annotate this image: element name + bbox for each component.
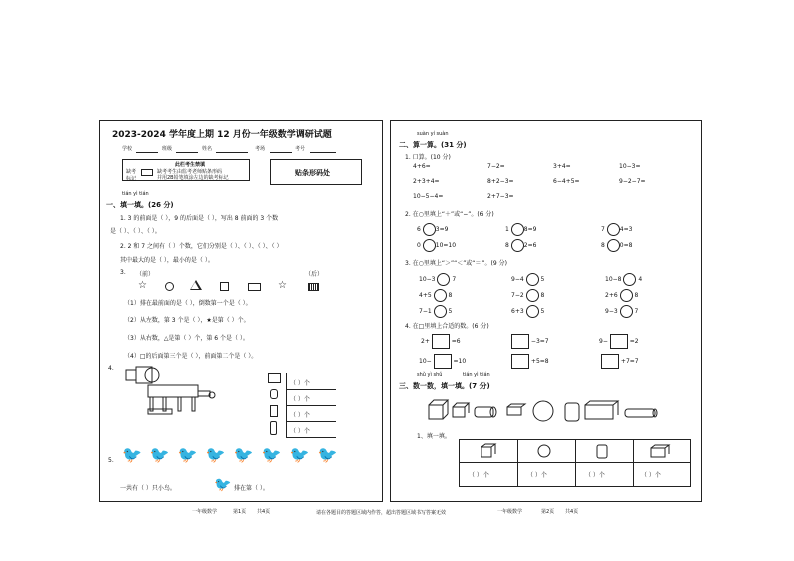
calc-item: 4+6= (413, 163, 431, 170)
answer-circle[interactable] (434, 289, 447, 302)
room-label: 考场 (255, 146, 266, 152)
name-label: 姓名 (202, 146, 213, 152)
q3-number: 3. (120, 269, 126, 276)
q2-num: 8 (505, 242, 509, 249)
q4-right: +5=8 (530, 358, 549, 365)
q1-line2: 是（ ）、（ ）、（ ）。 (110, 228, 161, 235)
q4-right: +7=7 (620, 358, 639, 365)
calc-item: 9−2−7= (619, 178, 646, 185)
sec1-heading: 一、填一填。(26 分) (106, 201, 174, 209)
sec3-heading: 三、数一数，填一填。(7 分) (399, 382, 490, 390)
notice-text-1: 缺考考生由监考老师贴条形码 (157, 169, 223, 175)
answer-area-note: 请在各题目的答题区域内作答，超出答题区域书写答案无效 (316, 510, 447, 516)
absent-notice-box (122, 159, 250, 181)
right-footer-page: 第2页 (541, 509, 555, 515)
sec2-heading: 二、算一算。(31 分) (399, 141, 467, 149)
q2-rest: 8=9 (523, 226, 537, 233)
q3-right: 5 (540, 276, 545, 283)
q4-right: −3=7 (530, 338, 549, 345)
sec3-pinyin-a: shǔ yì shǔ (417, 372, 443, 378)
q5-number: 5. (108, 457, 114, 464)
q4-left: 2+ (421, 338, 430, 345)
answer-circle[interactable] (623, 273, 636, 286)
q1-line1: 1. 3 的前面是（ ），9 的后面是（ ），写出 8 前面的 3 个数 (120, 215, 279, 222)
q2-heading: 2. 在○里填上“＋”或“−”。(6 分) (405, 211, 494, 218)
barcode-label: 贴条形码处 (295, 169, 330, 177)
q2-rest: 4=3 (619, 226, 633, 233)
q5-text-2: 排在第（ ）。 (234, 485, 269, 492)
q2-line1: 2. 2 和 7 之间有（ ）个数，它们分别是（ ）、（ ）、（ ）、（ ） (120, 243, 283, 250)
q3-right: 5 (540, 308, 545, 315)
answer-circle[interactable] (607, 223, 620, 236)
answer-circle[interactable] (526, 289, 539, 302)
exam-title: 2023-2024 学年度上期 12 月份一年级数学调研试题 (112, 130, 332, 140)
q4-right: =6 (451, 338, 461, 345)
q3-left: 7−2 (511, 292, 524, 299)
right-footer-subject: 一年级数学 (497, 509, 523, 515)
square-icon (220, 282, 229, 291)
count-cell-1: （ ）个 (469, 472, 489, 479)
q4-blank-2: （ ）个 (290, 396, 310, 403)
star-icon: ☆ (138, 280, 147, 291)
calc-item: 7−2= (487, 163, 505, 170)
calc-item: 2+3+4= (413, 178, 440, 185)
star-icon-2: ☆ (278, 280, 287, 291)
q3-left: 10−8 (605, 276, 622, 283)
tall-cylinder-icon (270, 421, 277, 435)
q3-front-label: （前） (136, 271, 155, 278)
q3-right: 7 (634, 308, 639, 315)
answer-circle[interactable] (511, 239, 524, 252)
q4-right: =2 (629, 338, 639, 345)
cube-icon (268, 373, 281, 383)
q3-right: 4 (638, 276, 643, 283)
q2-num: 1 (505, 226, 509, 233)
q5-text: 一共有（ ）只小鸟。 (120, 485, 176, 492)
cylinder-icon (270, 389, 278, 399)
q3-left: 9−4 (511, 276, 524, 283)
q3-left: 2+6 (605, 292, 618, 299)
q3-left: 10−3 (419, 276, 436, 283)
calc-item: 8+2−3= (487, 178, 514, 185)
calc-item: 10−5−4= (413, 193, 444, 200)
q3-sub4: （4）□的后面第三个是（ ），前面第二个是（ ）。 (124, 353, 258, 360)
q3-right: 7 (452, 276, 457, 283)
right-footer-total: 共4页 (565, 509, 579, 515)
q4-heading: 4. 在□里填上合适的数。(6 分) (405, 323, 489, 330)
count-cell-2: （ ）个 (527, 472, 547, 479)
rectangle-icon (248, 283, 261, 291)
q2-rest: 10=10 (435, 242, 457, 249)
answer-box[interactable] (511, 334, 529, 349)
bird-icon: 🐦 (214, 477, 232, 493)
answer-circle[interactable] (620, 289, 633, 302)
notice-title: 此栏考生禁填 (175, 162, 206, 168)
q3-sub1: （1）排在最前面的是（ ），倒数第一个是（ ）。 (124, 300, 252, 307)
q4-number: 4. (108, 365, 114, 372)
left-exam-page (99, 120, 383, 502)
q3-heading: 3. 在○里填上“＞”“＜”或“＝”。(9 分) (405, 260, 507, 267)
answer-box[interactable] (432, 334, 450, 349)
calc-item: 10−3= (619, 163, 641, 170)
class-label: 班级 (162, 146, 173, 152)
bird-icons-row: 🐦🐦🐦🐦🐦🐦🐦🐦 (122, 445, 346, 464)
answer-circle[interactable] (434, 305, 447, 318)
calc-item: 2+7−3= (487, 193, 514, 200)
q2-num: 0 (417, 242, 421, 249)
q3-left: 4+5 (419, 292, 432, 299)
q4-left: 9− (599, 338, 608, 345)
sec3-pinyin-b: tián yì tián (463, 372, 490, 378)
answer-circle[interactable] (423, 239, 436, 252)
answer-box[interactable] (434, 354, 452, 369)
q3-sub3: （3）从右数，△是第（ ）个，第 6 个是（ ）。 (124, 335, 249, 342)
q2-num: 8 (601, 242, 605, 249)
school-label: 学校 (122, 146, 133, 152)
q2-num: 6 (417, 226, 421, 233)
answer-circle[interactable] (511, 223, 524, 236)
answer-circle[interactable] (620, 305, 633, 318)
count-cell-3: （ ）个 (585, 472, 605, 479)
calc-item: 3+4= (553, 163, 571, 170)
q4-right: =10 (453, 358, 467, 365)
q3-right: 8 (634, 292, 639, 299)
notice-text-2: 并用2B铅笔填涂左边的缺考标记 (157, 175, 229, 181)
circle-icon (165, 282, 174, 291)
q3-left: 7−1 (419, 308, 432, 315)
answer-circle[interactable] (437, 273, 450, 286)
q4-blank-3: （ ）个 (290, 412, 310, 419)
number-label: 考号 (295, 146, 306, 152)
q3-right: 5 (448, 308, 453, 315)
q2-num: 7 (601, 226, 605, 233)
q3-right: 8 (540, 292, 545, 299)
answer-box[interactable] (610, 334, 628, 349)
sec1-pinyin: tián yì tián (122, 191, 149, 197)
q4-blank-1: （ ）个 (290, 380, 310, 387)
left-footer-page: 第1页 (233, 509, 247, 515)
answer-circle[interactable] (526, 273, 539, 286)
q2-rest: 2=6 (523, 242, 537, 249)
right-exam-page (390, 120, 702, 502)
q3-right: 8 (448, 292, 453, 299)
answer-circle[interactable] (607, 239, 620, 252)
striped-rectangle-icon (308, 283, 319, 291)
shape-robot-figure (118, 365, 218, 421)
barcode-area (270, 159, 362, 185)
q2-line2: 其中最大的是（ ），最小的是（ ）。 (120, 257, 214, 264)
q4-blank-4: （ ）个 (290, 428, 310, 435)
q1-mental-math: 1. 口算。(10 分) (405, 154, 451, 161)
count-cell-4: （ ）个 (641, 472, 661, 479)
q3-sub2: （2）从左数，第 3 个是（ ），★是第（ ）个。 (124, 317, 250, 324)
left-footer-subject: 一年级数学 (192, 509, 218, 515)
answer-box[interactable] (601, 354, 619, 369)
fill-in-label: 1、填一填。 (417, 433, 451, 440)
q2-rest: 0=8 (619, 242, 633, 249)
q3-left: 9−3 (605, 308, 618, 315)
answer-box[interactable] (511, 354, 529, 369)
cuboid-icon (270, 405, 278, 417)
sec2-pinyin: suàn yí suàn (417, 131, 449, 137)
answer-circle[interactable] (526, 305, 539, 318)
absent-mark-label: 缺考标记 (126, 169, 137, 182)
answer-circle[interactable] (423, 223, 436, 236)
table-shape-icons (481, 443, 681, 459)
absent-mark-box[interactable] (141, 169, 153, 176)
q3-left: 6+3 (511, 308, 524, 315)
q4-left: 10− (419, 358, 432, 365)
solid-shapes-row (427, 397, 667, 423)
q2-rest: 3=9 (435, 226, 449, 233)
q3-back-label: （后） (305, 271, 324, 278)
left-footer-total: 共4页 (257, 509, 271, 515)
calc-item: 6−4+5= (553, 178, 580, 185)
